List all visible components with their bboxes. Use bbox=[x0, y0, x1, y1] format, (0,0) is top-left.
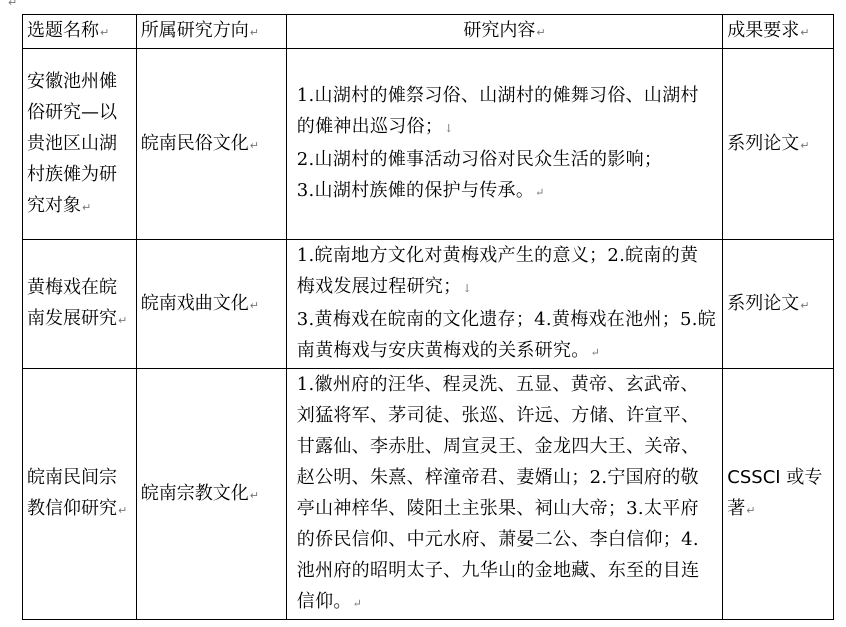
table-header-row bbox=[23, 15, 834, 49]
result-text: 系列论文 bbox=[727, 132, 800, 154]
return-mark-icon: ↵ bbox=[82, 200, 92, 214]
return-mark-icon: ↵ bbox=[352, 597, 363, 610]
result-text: 系列论文 bbox=[727, 292, 800, 314]
return-mark-icon: ↵ bbox=[118, 314, 128, 327]
return-mark-icon: ↵ bbox=[590, 346, 601, 359]
return-mark-icon: ↵ bbox=[100, 26, 110, 39]
content-paragraph: 3.山湖村族傩的保护与传承。↵ bbox=[296, 180, 545, 201]
return-mark-icon: ↵ bbox=[249, 298, 259, 312]
direction-text: 皖南戏曲文化 bbox=[140, 292, 249, 314]
return-mark-icon: ↵ bbox=[800, 138, 810, 152]
research-topics-table bbox=[22, 14, 834, 620]
table-row bbox=[23, 49, 834, 240]
topic-cell bbox=[23, 369, 137, 620]
header-result-cell bbox=[723, 15, 834, 49]
line-break-icon: ↓ bbox=[444, 122, 454, 135]
header-content-label: 研究内容 bbox=[463, 20, 536, 41]
header-content-cell bbox=[286, 15, 723, 49]
return-mark-icon: ↵ bbox=[118, 504, 128, 517]
direction-cell bbox=[136, 369, 286, 620]
return-mark-icon: ↵ bbox=[800, 298, 810, 312]
paragraph-mark-icon: ↵ bbox=[8, 0, 18, 9]
header-result-label: 成果要求 bbox=[727, 20, 800, 41]
direction-cell bbox=[136, 49, 286, 240]
direction-text: 皖南宗教文化 bbox=[140, 482, 249, 504]
topic-text: 安徽池州傩俗研究—以贵池区山湖村族傩为研究对象 bbox=[27, 70, 117, 216]
direction-text: 皖南民俗文化 bbox=[140, 132, 249, 154]
return-mark-icon: ↵ bbox=[249, 138, 259, 152]
table-row bbox=[23, 369, 834, 620]
result-cell bbox=[723, 240, 834, 369]
content-paragraph: 2.山湖村的傩事活动习俗对民众生活的影响； bbox=[296, 149, 663, 170]
content-cell bbox=[286, 369, 723, 620]
topic-cell bbox=[23, 240, 137, 369]
return-mark-icon: ↵ bbox=[535, 186, 545, 199]
direction-cell bbox=[136, 240, 286, 369]
return-mark-icon: ↵ bbox=[536, 26, 546, 39]
content-cell bbox=[286, 240, 723, 369]
result-cell bbox=[723, 369, 834, 620]
table-row bbox=[23, 240, 834, 369]
header-direction-label: 所属研究方向 bbox=[140, 20, 249, 41]
content-paragraph: 1.徽州府的汪华、程灵洗、五显、黄帝、玄武帝、刘猛将军、茅司徒、张巡、许远、方储、许宣平、甘露仙、李赤肚、周宣灵王、金龙四大王、关帝、赵公明、朱熹、梓潼帝君、妻婿山；2.宁国府的敬亭山神梓华、陵阳土主张果、祠山大帝；3.太平府的侨民信仰、中元水府、萧晏二公、李白信仰；4.池州府的昭明太子、九华山的金地藏、东至的目连信仰。↵ bbox=[296, 374, 700, 612]
topic-cell bbox=[23, 49, 137, 240]
content-paragraph: 3.黄梅戏在皖南的文化遗存；4.黄梅戏在池州；5.皖南黄梅戏与安庆黄梅戏的关系研究。↵ bbox=[296, 309, 717, 361]
topic-text: 皖南民间宗教信仰研究 bbox=[27, 467, 117, 519]
content-paragraph: 1.皖南地方文化对黄梅戏产生的意义；2.皖南的黄梅戏发展过程研究；↓ bbox=[296, 245, 699, 297]
return-mark-icon: ↵ bbox=[249, 488, 259, 502]
return-mark-icon: ↵ bbox=[800, 26, 810, 39]
result-text: CSSCI 或专著 bbox=[727, 467, 823, 519]
header-topic-label: 选题名称 bbox=[27, 20, 99, 41]
content-cell bbox=[286, 49, 723, 240]
header-topic-cell bbox=[23, 15, 137, 49]
result-cell bbox=[723, 49, 834, 240]
return-mark-icon: ↵ bbox=[746, 504, 756, 517]
line-break-icon: ↓ bbox=[462, 282, 472, 295]
topic-text: 黄梅戏在皖南发展研究 bbox=[27, 277, 117, 329]
header-direction-cell bbox=[136, 15, 286, 49]
return-mark-icon: ↵ bbox=[249, 26, 259, 39]
content-paragraph: 1.山湖村的傩祭习俗、山湖村的傩舞习俗、山湖村的傩神出巡习俗；↓ bbox=[296, 85, 699, 137]
